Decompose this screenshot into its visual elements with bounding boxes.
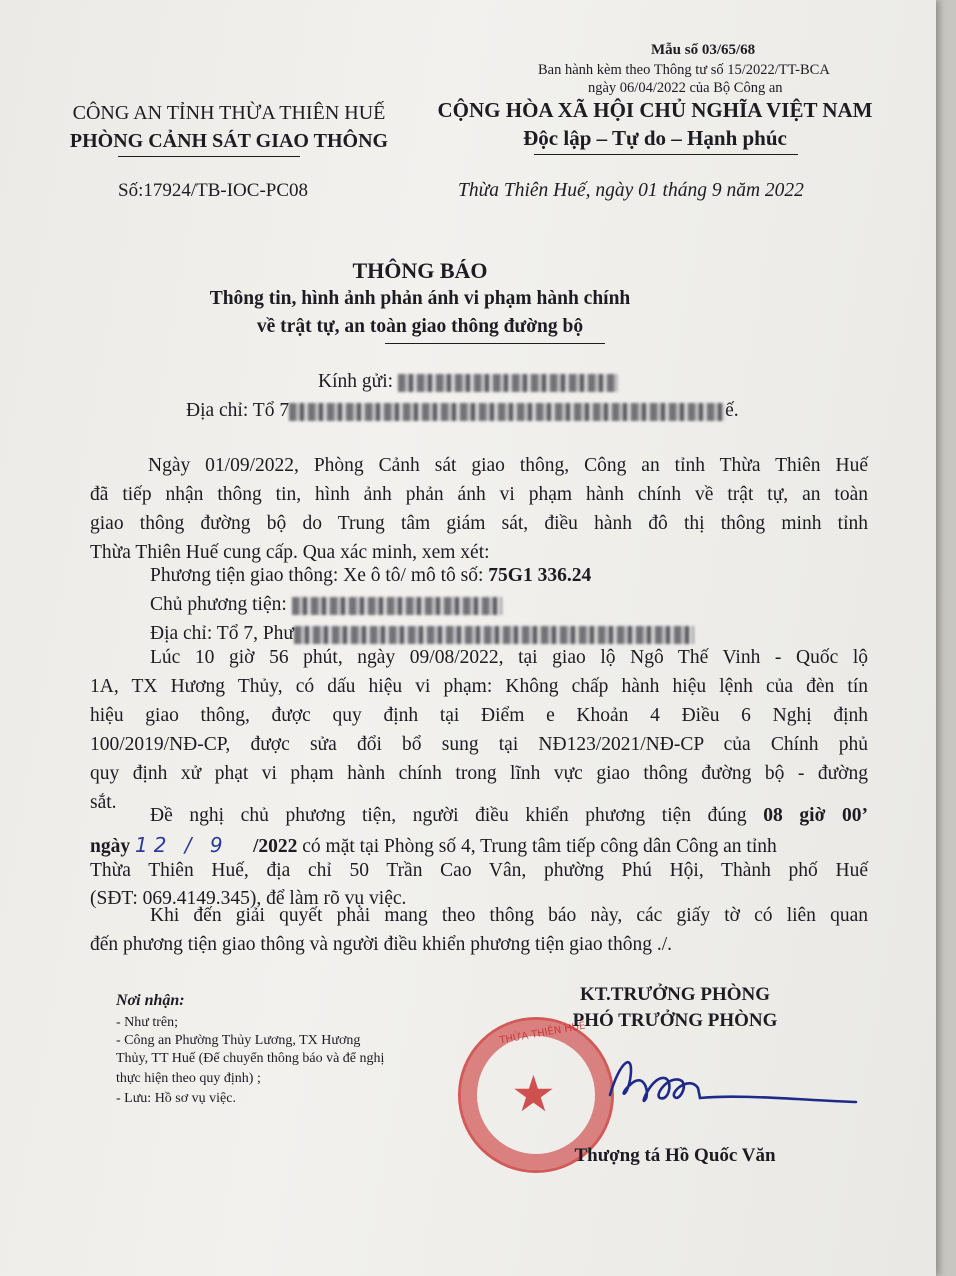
request-line1 bbox=[150, 802, 868, 831]
agency-name: PHÒNG CẢNH SÁT GIAO THÔNG bbox=[69, 130, 389, 152]
owner-address-label: Địa chỉ: Tổ 7, Phư bbox=[150, 623, 294, 644]
recipients-line1: - Như trên; bbox=[116, 1015, 179, 1030]
signer-name: Thượng tá Hồ Quốc Văn bbox=[574, 1145, 776, 1166]
body-p1-line1: Ngày 01/09/2022, Phòng Cảnh sát giao thông, Công an tỉnh Thừa Thiên Huế bbox=[148, 455, 868, 476]
nation-name: CỘNG HÒA XÃ HỘI CHỦ NGHĨA VIỆT NAM bbox=[437, 98, 873, 122]
nation-motto: Độc lập – Tự do – Hạnh phúc bbox=[523, 126, 787, 150]
redacted-recipient bbox=[398, 374, 618, 392]
document-subtitle-2: về trật tự, an toàn giao thông đường bộ bbox=[256, 316, 584, 337]
request-line4: (SĐT: 069.4149.345), để làm rõ vụ việc. bbox=[90, 888, 407, 909]
body-p1-line4: Thừa Thiên Huế cung cấp. Qua xác minh, xem xét: bbox=[90, 542, 490, 563]
appointment-time: 08 giờ 00’ bbox=[763, 805, 868, 826]
recipient-address-label: Địa chỉ: Tổ 7 bbox=[186, 400, 290, 421]
recipients-line5: - Lưu: Hồ sơ vụ việc. bbox=[116, 1091, 236, 1106]
document-title: THÔNG BÁO bbox=[352, 258, 488, 283]
vehicle-line bbox=[150, 562, 591, 591]
body-p1-line3: giao thông đường bộ do Trung tâm giám sát, điều hành đô thị thông minh tỉnh bbox=[90, 513, 868, 534]
owner-label: Chủ phương tiện: bbox=[150, 594, 287, 615]
appointment-year: /2022 bbox=[252, 836, 298, 857]
violation-line3: hiệu giao thông, được quy định tại Điểm e Khoản 4 Điều 6 Nghị định bbox=[90, 705, 868, 726]
request-text-a: Đề nghị chủ phương tiện, người điều khiển phương tiện đúng bbox=[150, 805, 764, 826]
redacted-owner bbox=[292, 597, 502, 615]
violation-line1: Lúc 10 giờ 56 phút, ngày 09/08/2022, tại giao lộ Ngô Thế Vinh - Quốc lộ bbox=[150, 647, 868, 668]
agency-underline bbox=[118, 156, 300, 157]
title-underline bbox=[385, 343, 605, 344]
form-code: Mẫu số 03/65/68 bbox=[651, 42, 756, 58]
vehicle-label: Phương tiện giao thông: Xe ô tô/ mô tô số: bbox=[150, 565, 489, 586]
body-p1-line2: đã tiếp nhận thông tin, hình ảnh phản ánh vi phạm hành chính về trật tự, an toàn bbox=[90, 484, 868, 505]
stamp-star-icon: ★ bbox=[511, 1065, 556, 1123]
violation-line4: 100/2019/NĐ-CP, được sửa đổi bổ sung tại NĐ123/2021/NĐ-CP của Chính phủ bbox=[90, 734, 868, 755]
document-number: Số:17924/TB-IOC-PC08 bbox=[118, 180, 309, 201]
handwritten-date: 12 / 9 bbox=[134, 833, 229, 857]
recipient-label: Kính gửi: bbox=[318, 371, 394, 392]
place-date: Thừa Thiên Huế, ngày 01 tháng 9 năm 2022 bbox=[458, 180, 804, 201]
form-issuance-date: ngày 06/04/2022 của Bộ Công an bbox=[588, 80, 783, 96]
recipient-line bbox=[318, 368, 618, 397]
signature-title-1: KT.TRƯỞNG PHÒNG bbox=[580, 984, 770, 1005]
recipients-line3: Thủy, TT Huế (Để chuyển thông báo và để nghị bbox=[116, 1051, 385, 1066]
document-subtitle-1: Thông tin, hình ảnh phản ánh vi phạm hành chính bbox=[209, 288, 631, 309]
violation-line6: sắt. bbox=[90, 792, 117, 813]
redacted-owner-address bbox=[294, 626, 694, 644]
motto-underline bbox=[534, 154, 798, 155]
appointment-day-label: ngày bbox=[90, 836, 135, 857]
recipients-title: Nơi nhận: bbox=[116, 992, 185, 1009]
closing-line2: đến phương tiện giao thông và người điều khiển phương tiện giao thông ./. bbox=[90, 934, 673, 955]
stamp-text: THỪA THIÊN HUẾ bbox=[498, 1020, 587, 1047]
violation-line5: quy định xử phạt vi phạm hành chính trong lĩnh vực giao thông đường bộ - đường bbox=[90, 763, 868, 784]
redacted-address bbox=[289, 403, 725, 421]
recipients-line4: thực hiện theo quy định) ; bbox=[116, 1071, 261, 1086]
violation-line2: 1A, TX Hương Thủy, có dấu hiệu vi phạm: Không chấp hành hiệu lệnh của đèn tín bbox=[90, 676, 868, 697]
request-line3: Thừa Thiên Huế, địa chỉ 50 Trần Cao Vân, phường Phú Hội, Thành phố Huế bbox=[90, 860, 868, 881]
handwritten-signature bbox=[590, 1040, 860, 1120]
vehicle-plate: 75G1 336.24 bbox=[488, 565, 592, 586]
owner-line bbox=[150, 591, 502, 620]
signature-title-2: PHÓ TRƯỞNG PHÒNG bbox=[572, 1010, 778, 1031]
recipient-address-end: ế. bbox=[725, 400, 739, 421]
recipients-line2: - Công an Phường Thủy Lương, TX Hương bbox=[116, 1033, 361, 1048]
form-issuance: Ban hành kèm theo Thông tư số 15/2022/TT-BCA bbox=[538, 62, 830, 78]
agency-parent: CÔNG AN TỈNH THỪA THIÊN HUẾ bbox=[72, 102, 386, 124]
request-text-c: có mặt tại Phòng số 4, Trung tâm tiếp công dân Công an tỉnh bbox=[297, 836, 777, 857]
closing-line1: Khi đến giải quyết phải mang theo thông báo này, các giấy tờ có liên quan bbox=[150, 905, 868, 926]
recipient-address-line bbox=[186, 397, 739, 426]
